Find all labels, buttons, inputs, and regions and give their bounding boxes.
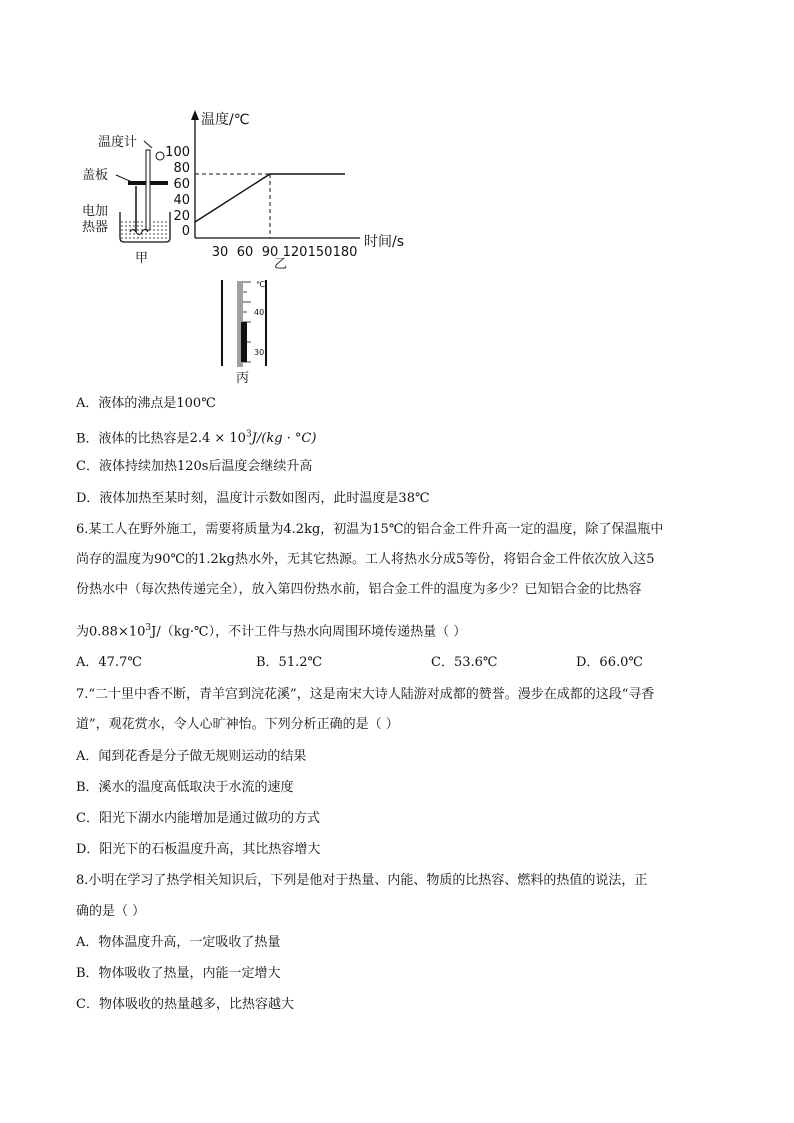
y-tick-20: 20: [173, 209, 190, 224]
y-tick-100: 100: [165, 145, 190, 160]
lid-leader: [116, 175, 132, 182]
heater-label-1: 电加: [82, 204, 109, 219]
q7-option-a: A．闻到花香是分子做无规则运动的结果: [76, 749, 307, 764]
x-tick-120: 120: [282, 245, 308, 260]
q8-option-a: A．物体温度升高，一定吸收了热量: [76, 935, 281, 950]
q6-option-c: C．53.6℃: [431, 655, 498, 670]
thermometer-tick-30: 30: [254, 348, 265, 357]
y-tick-0: 0: [181, 224, 190, 239]
y-tick-40: 40: [173, 193, 190, 208]
x-tick-60: 60: [236, 245, 254, 260]
graph-yi: [165, 110, 404, 272]
y-axis-label: 温度/℃: [201, 112, 250, 128]
q6-option-a: A．47.7℃: [76, 655, 142, 670]
q5-b-mantissa: 2.4 × 10: [189, 431, 246, 447]
mercury-column: [241, 322, 247, 362]
x-tick-90: 90: [261, 245, 279, 260]
thermometer-bing: [222, 280, 266, 386]
q5-b-exponent: 3: [245, 430, 252, 440]
y-axis-arrow: [191, 110, 199, 120]
caption-bing: 丙: [236, 371, 250, 386]
q7-stem-line-2: 道”，观花赏水，令人心旷神怡。下列分析正确的是（ ）: [76, 717, 399, 732]
x-tick-150: 150: [307, 245, 333, 260]
figure-svg: [80, 100, 420, 390]
q6-option-b: B．51.2℃: [256, 655, 323, 670]
q5-option-a: A．液体的沸点是100℃: [76, 396, 216, 411]
caption-jia: 甲: [135, 251, 149, 266]
q7-option-b: B．溪水的温度高低取决于水流的速度: [76, 780, 294, 795]
q8-option-c: C．物体吸收的热量越多，比热容越大: [76, 997, 294, 1012]
thermometer-leader: [144, 141, 152, 148]
q7-option-d: D．阳光下的石板温度升高，其比热容增大: [76, 842, 321, 857]
thermometer-bulb-mark: [156, 152, 164, 160]
q5-b-unit: J/(kg · °C): [251, 431, 317, 447]
q6-stem-line-2: 尚存的温度为90℃的1.2kg热水外，无其它热源。工人将热水分成5等份，将铝合金工件依次放入这5: [76, 552, 655, 567]
y-tick-80: 80: [173, 161, 190, 176]
x-tick-180: 180: [332, 245, 358, 260]
x-axis-label: 时间/s: [364, 234, 405, 250]
q5-option-b-formula: [190, 431, 317, 446]
thermometer-tick-40: 40: [254, 308, 265, 317]
q7-stem-line-1: 7.“二十里中香不断，青羊宫到浣花溪”，这是南宋大诗人陆游对成都的赞誉。漫步在成都的这段“寻香: [76, 687, 655, 702]
heater-label-2: 热器: [82, 220, 109, 235]
thermometer-unit: ℃: [256, 280, 265, 289]
thermometer: [146, 150, 150, 230]
q6-stem-line-1: 6.某工人在野外施工，需要将质量为4.2kg，初温为15℃的铝合金工件升高一定的温度，除了保温瓶中: [76, 522, 664, 537]
q8-stem-line-1: 8.小明在学习了热学相关知识后，下列是他对于热量、内能、物质的比热容、燃料的热值的说法，正: [76, 873, 648, 888]
q6-line4-prefix: 为0.88×10: [76, 624, 146, 640]
y-tick-60: 60: [173, 177, 190, 192]
q6-stem-line-3: 份热水中（每次热传递完全），放入第四份热水前，铝合金工件的温度为多少？已知铝合金的比热容: [76, 582, 642, 597]
physics-figure: [80, 100, 420, 390]
q7-option-c: C．阳光下湖水内能增加是通过做功的方式: [76, 811, 320, 826]
q6-stem-line-4: [76, 619, 466, 641]
q5-option-c: C．液体持续加热120s后温度会继续升高: [76, 459, 313, 474]
q5-option-b: [76, 426, 316, 448]
apparatus-jia: [82, 134, 170, 266]
q8-option-b: B．物体吸收了热量，内能一定增大: [76, 966, 281, 981]
caption-yi: 乙: [274, 257, 288, 272]
q5-option-d: D．液体加热至某时刻，温度计示数如图丙，此时温度是38℃: [76, 491, 430, 506]
q5-option-b-prefix: B．液体的比热容是: [76, 431, 190, 447]
lid-label: 盖板: [82, 168, 109, 183]
q6-line4-exponent: 3: [145, 623, 152, 633]
q6-line4-suffix: J/（kg·℃），不计工件与热水向周围环境传递热量（ ）: [151, 624, 467, 640]
q8-stem-line-2: 确的是（ ）: [76, 904, 146, 919]
thermometer-label: 温度计: [98, 135, 138, 150]
q6-option-d: D．66.0℃: [576, 655, 643, 670]
liquid: [121, 220, 169, 241]
x-tick-30: 30: [211, 245, 229, 260]
